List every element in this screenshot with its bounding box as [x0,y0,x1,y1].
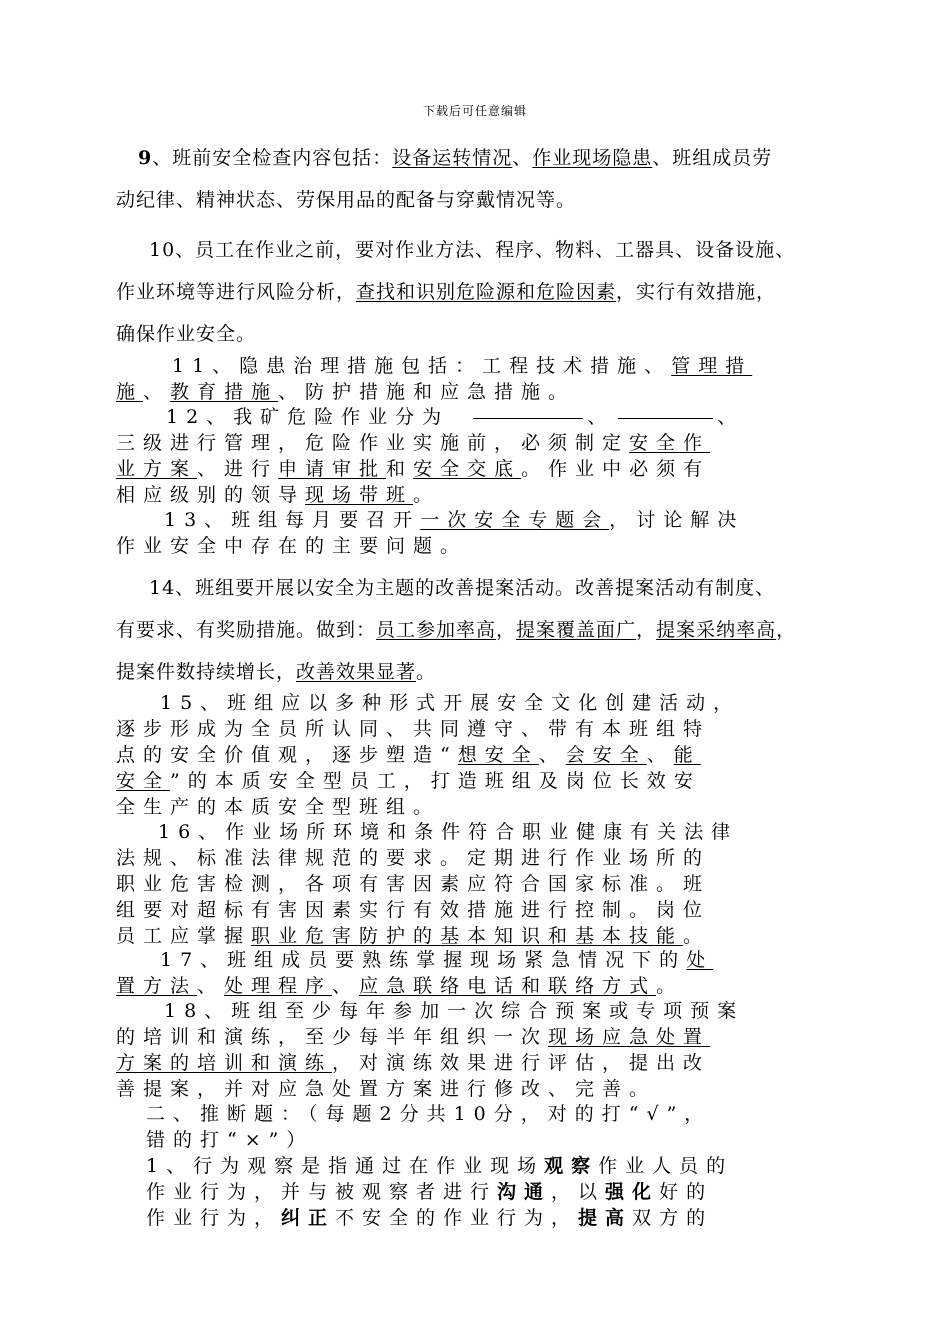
text-line: 逐步形成为全员所认同、共同遵守、带有本班组特 [116,718,711,740]
answer-site-hazards: 作业现场隐患 [532,147,653,169]
question-15 [116,690,856,820]
text-line: 确保作业安全。 [116,323,257,345]
text: 作业环境等进行风险分析， [116,281,357,303]
keyword-improve: 提高 [578,1207,633,1229]
text-line: 组要对超标有害因素实行有效措施进行控制。岗位 [116,899,711,921]
answer-hazard-identification: 查找和识别危险源和危险因素 [356,281,617,303]
question-12 [116,404,856,508]
text: ， [496,619,517,641]
answer-management-measures-cont: 施 [116,381,144,403]
fill-blank-1 [473,417,583,419]
text: ”的本质安全型员工，打造班组及岗位长效安 [170,770,701,792]
text: 有要求、有奖励措施。做到： [116,619,377,641]
text: 和 [386,458,414,480]
text-line: 法规、标准法律规范的要求。定期进行作业场所的 [116,847,711,869]
text: 。 [416,661,437,683]
answer-onsite-emergency-cont: 方案的培训和演练 [116,1052,333,1074]
text: 作业行为，并与被观察者进行 [146,1181,498,1203]
text: 不安全的作业行为， [335,1207,579,1229]
answer-adoption-rate: 提案采纳率高 [656,619,777,641]
text: 。 [413,484,441,506]
text: 、 [512,147,533,169]
text: 双方的 [632,1207,714,1229]
text: 相应级别的领导 [116,484,306,506]
answer-know-safety: 会安全 [565,744,647,766]
text: 11、隐患治理措施包括：工程技术措施、 [172,355,672,377]
answer-improvement-effect: 改善效果显著 [296,661,417,683]
page-header: 下载后可任意编辑 [422,104,527,118]
text-line: 错的打“×”） [146,1129,314,1151]
answer-education-measures: 教育措施 [170,381,279,403]
text: 员工应掌握 [116,925,252,947]
question-10 [116,229,856,355]
text: 、 [587,406,615,428]
answer-safety-meeting: 一次安全专题会 [420,509,610,531]
question-14 [116,567,856,693]
answer-occupational-knowledge: 职业危害防护的基本知识和基本技能 [251,925,684,947]
fill-blank-2 [618,417,713,419]
text: 。 [683,925,711,947]
text: 三级进行管理，危险作业实施前，必须制定 [116,432,630,454]
text: 作业人员的 [598,1155,734,1177]
keyword-communicate: 沟通 [497,1181,552,1203]
question-13 [116,507,856,559]
answer-participation-rate: 员工参加率高 [376,619,497,641]
question-16 [116,819,856,949]
text: ，对演练效果进行评估，提出改 [332,1052,711,1074]
text-line: 16、作业场所环境和条件符合职业健康有关法律 [158,821,739,843]
text: 点的安全价值观，逐步塑造“ [116,744,458,766]
text: ，讨论解决 [609,509,745,531]
text-line: 作业安全中存在的主要问题。 [116,535,468,557]
text-line: 二、推断题：（每题2分共10分，对的打“√”， [146,1103,712,1125]
answer-able-safety-cont: 安全 [116,770,171,792]
text-line: 14、班组要开展以安全为主题的改善提案活动。改善提案活动有制度、 [149,577,776,599]
answer-able-safety: 能 [673,744,701,766]
text-line: 动纪律、精神状态、劳保用品的配备与穿戴情况等。 [116,189,577,211]
answer-work-plan: 安全作 [629,432,711,454]
text-line: 善提案，并对应急处置方案进行修改、完善。 [116,1078,657,1100]
answer-onsite-lead: 现场带班 [305,484,414,506]
text: 、防护措施和应急措施。 [278,381,576,403]
answer-handling-method: 处 [686,949,714,971]
answer-management-measures: 管理措 [671,355,753,377]
text-line: 全生产的本质安全型班组。 [116,796,441,818]
answer-think-safety: 想安全 [457,744,539,766]
section-2-heading [146,1101,856,1153]
question-18 [116,998,856,1102]
text: 、 [143,381,171,403]
text: 的培训和演练，至少每半年组织一次 [116,1026,549,1048]
question-9-number: 9 [138,147,153,169]
text: 13、班组每月要召开 [164,509,421,531]
answer-approval: 申请审批 [278,458,387,480]
text-line: 15、班组应以多种形式开展安全文化创建活动， [160,692,741,714]
answer-procedure: 处理程序 [224,975,333,997]
text: 17、班组成员要熟练掌握现场紧急情况下的 [160,949,687,971]
text: 。作业中必须有 [521,458,711,480]
text: 12、我矿危险作业分为 [166,406,450,428]
text: 好的 [659,1181,714,1203]
text: ，以 [551,1181,606,1203]
answer-handling-method-cont: 置方法 [116,975,198,997]
answer-coverage: 提案覆盖面广 [516,619,637,641]
text: 提案件数持续增长， [116,661,297,683]
text: ， [776,619,797,641]
text: ，实行有效措施， [616,281,777,303]
text: 、班组成员劳 [652,147,773,169]
judgment-1 [146,1153,856,1231]
text: 、 [538,744,566,766]
text: 、 [646,744,674,766]
text: 、 [717,406,745,428]
text: 。 [656,975,684,997]
keyword-observe: 观察 [544,1155,599,1177]
text: 、 [197,975,225,997]
question-9 [116,137,856,221]
text: 、 [332,975,360,997]
keyword-correct: 纠正 [281,1207,336,1229]
text: 、班前安全检查内容包括： [152,147,393,169]
text: 、进行 [197,458,279,480]
keyword-reinforce: 强化 [605,1181,660,1203]
text-line: 职业危害检测，各项有害因素应符合国家标准。班 [116,873,711,895]
text-line: 18、班组至少每年参加一次综合预案或专项预案 [164,1000,745,1022]
answer-equipment-status: 设备运转情况 [392,147,513,169]
question-11 [116,353,856,405]
text: 1、行为观察是指通过在作业现场 [146,1155,545,1177]
text: ， [636,619,657,641]
text-line: 10、员工在作业之前，要对作业方法、程序、物料、工器具、设备设施、 [149,239,796,261]
text: 作业行为， [146,1207,282,1229]
answer-emergency-contact: 应急联络电话和联络方式 [359,975,657,997]
answer-safety-briefing: 安全交底 [413,458,522,480]
answer-onsite-emergency: 现场应急处置 [548,1026,711,1048]
answer-work-plan-cont: 业方案 [116,458,198,480]
question-17 [116,947,856,999]
